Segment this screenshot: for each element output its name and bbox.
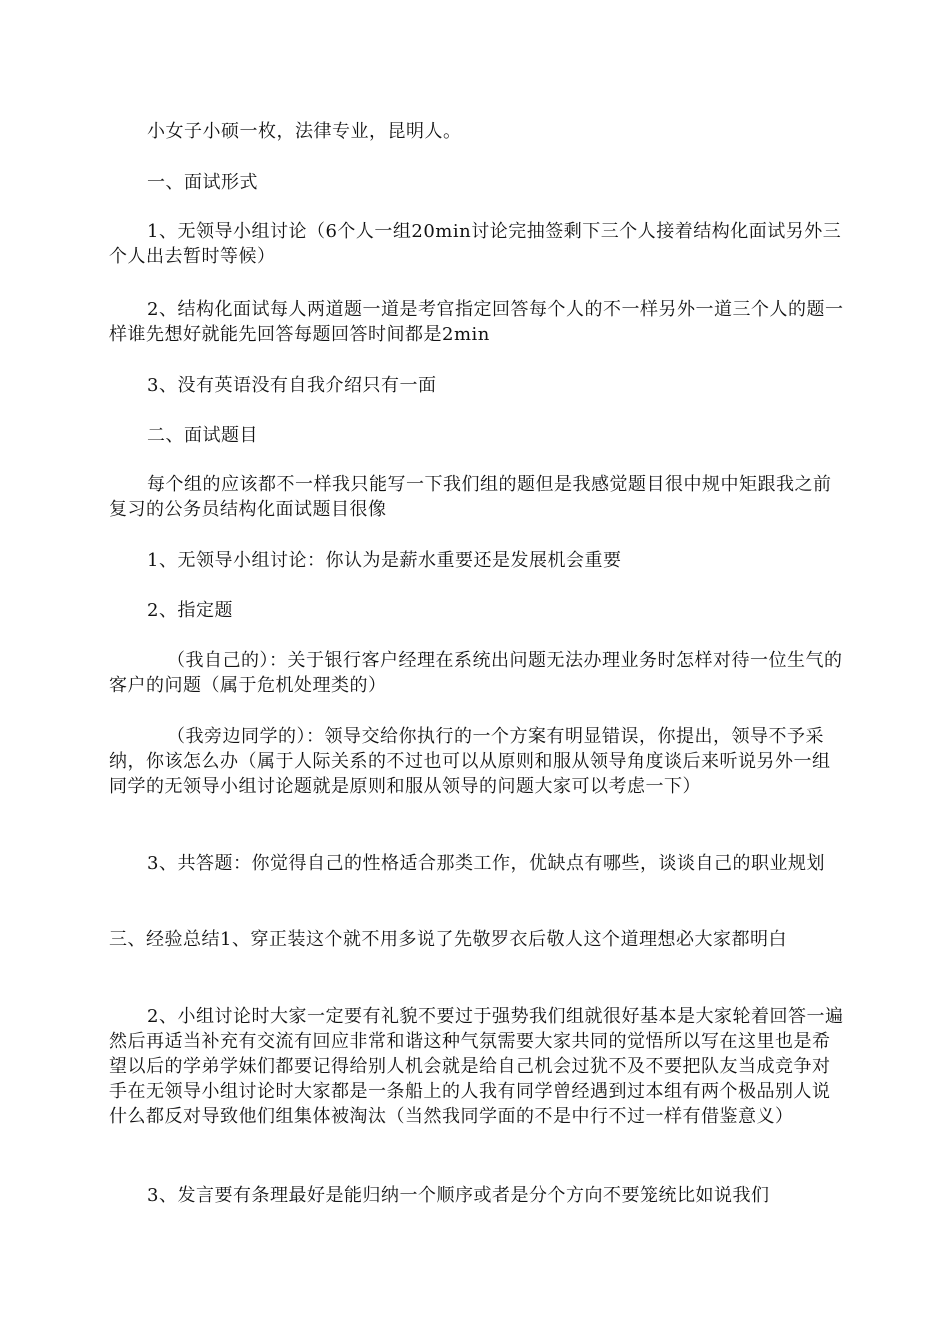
paragraph-experience-3: 3、发言要有条理最好是能归纳一个顺序或者是分个方向不要笼统比如说我们 — [147, 1185, 770, 1206]
paragraph-question-own: （我自己的）：关于银行客户经理在系统出问题无法办理业务时怎样对待一位生气的客户的问题（属于危机处理类的） — [109, 650, 843, 696]
paragraph-question-2: 2、指定题 — [147, 600, 233, 621]
paragraph-experience-2: 2、小组讨论时大家一定要有礼貌不要过于强势我们组就很好基本是大家轮着回答一遍然后再适当补充有交流有回应非常和谐这种气氛需要大家共同的觉悟所以写在这里也是希望以后的学弟学妹们都要记得给别人机会就是给自己机会过犹不及不要把队友当成竞争对手在无领导小组讨论时大家都是一条船上的人我有同学曾经遇到过本组有两个极品别人说什么都反对导致他们组集体被淘汰（当然我同学面的不是中行不过一样有借鉴意义） — [109, 1006, 844, 1127]
paragraph-format-1: 1、无领导小组讨论（6个人一组20min讨论完抽签剩下三个人接着结构化面试另外三个人出去暂时等候） — [109, 221, 842, 267]
section-heading-interview-questions: 二、面试题目 — [147, 425, 258, 446]
paragraph-question-3: 3、共答题：你觉得自己的性格适合那类工作，优缺点有哪些，谈谈自己的职业规划 — [147, 853, 825, 874]
paragraph-question-neighbor: （我旁边同学的）：领导交给你执行的一个方案有明显错误，你提出，领导不予采纳，你该怎么办（属于人际关系的不过也可以从原则和服从领导角度谈后来听说另外一组同学的无领导小组讨论题就是原则和服从领导的问题大家可以考虑一下） — [109, 726, 831, 797]
section-heading-experience: 三、经验总结1、穿正装这个就不用多说了先敬罗衣后敬人这个道理想必大家都明白 — [109, 929, 787, 950]
paragraph-format-3: 3、没有英语没有自我介绍只有一面 — [147, 375, 437, 396]
paragraph-format-2: 2、结构化面试每人两道题一道是考官指定回答每个人的不一样另外一道三个人的题一样谁先想好就能先回答每题回答时间都是2min — [109, 299, 844, 345]
paragraph-questions-intro: 每个组的应该都不一样我只能写一下我们组的题但是我感觉题目很中规中矩跟我之前复习的公务员结构化面试题目很像 — [109, 474, 832, 520]
paragraph-question-1: 1、无领导小组讨论：你认为是薪水重要还是发展机会重要 — [147, 550, 622, 571]
section-heading-interview-format: 一、面试形式 — [147, 172, 258, 193]
paragraph-intro: 小女子小硕一枚，法律专业，昆明人。 — [147, 121, 462, 142]
